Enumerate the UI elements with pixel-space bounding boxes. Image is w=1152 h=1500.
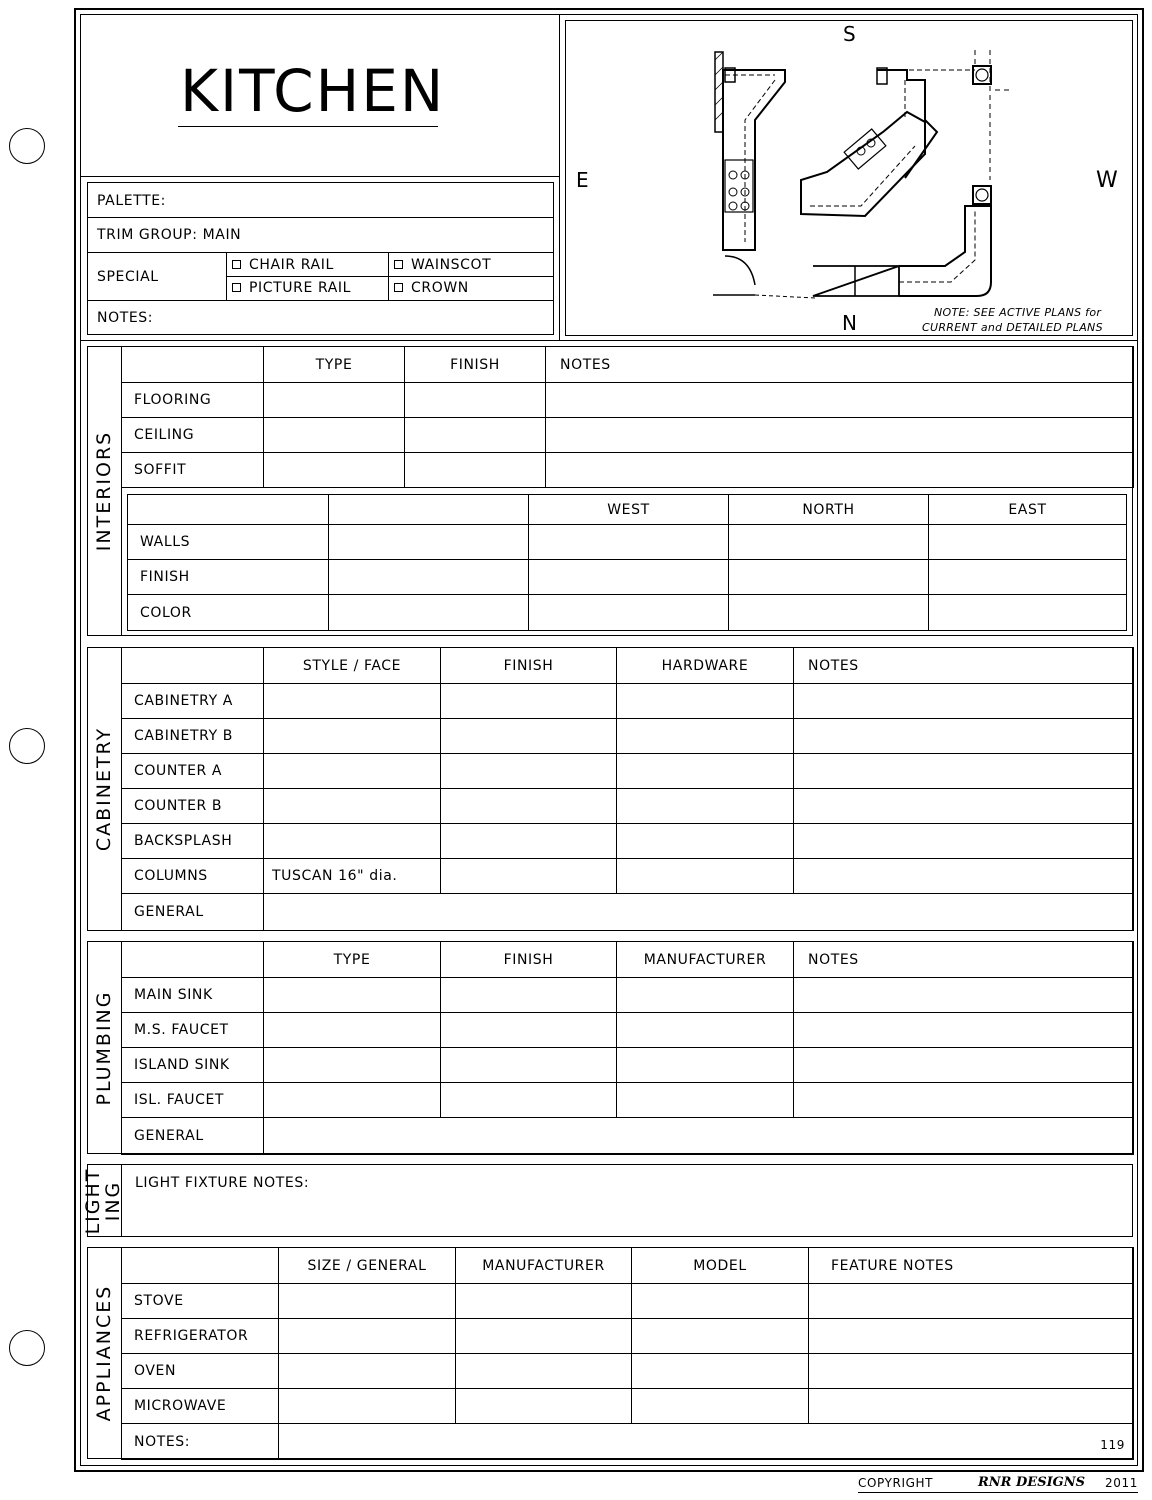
input-cell[interactable] [264, 684, 441, 719]
appliances-table [121, 1247, 1134, 1460]
input-cell[interactable] [264, 754, 441, 789]
row-label: BACKSPLASH [122, 824, 264, 859]
input-cell[interactable] [617, 1013, 794, 1048]
row-label: CABINETRY A [122, 684, 264, 719]
input-cell[interactable] [729, 525, 929, 560]
table-row [122, 1083, 1134, 1118]
input-cell[interactable] [405, 453, 546, 488]
row-label: ISL. FAUCET [122, 1083, 264, 1118]
row-label: ISLAND SINK [122, 1048, 264, 1083]
row-label: STOVE [122, 1284, 279, 1319]
input-cell[interactable] [632, 1389, 809, 1424]
binder-hole-bottom [9, 1330, 45, 1366]
input-cell[interactable] [264, 824, 441, 859]
table-row [122, 824, 1134, 859]
form-line [226, 252, 227, 300]
floorplan-note-line2: CURRENT and DETAILED PLANS [922, 321, 1103, 334]
form-line [388, 252, 389, 300]
input-cell[interactable] [794, 1048, 1134, 1083]
table-row [122, 684, 1134, 719]
table-row [122, 1013, 1134, 1048]
page-title: KITCHEN [180, 57, 446, 125]
row-label: REFRIGERATOR [122, 1319, 279, 1354]
input-cell[interactable] [546, 418, 1134, 453]
checkbox-icon [232, 283, 241, 292]
table-row [122, 978, 1134, 1013]
row-label: COLUMNS [122, 859, 264, 894]
header-cell: MODEL [632, 1248, 809, 1284]
plumbing-table [121, 941, 1134, 1155]
input-cell[interactable] [929, 560, 1127, 595]
input-cell[interactable] [279, 1354, 456, 1389]
input-cell[interactable] [809, 1389, 1134, 1424]
title-underline [178, 126, 438, 127]
row-label: COLOR [128, 595, 329, 631]
input-cell[interactable] [264, 894, 1134, 931]
input-cell[interactable] [529, 560, 729, 595]
input-cell[interactable] [456, 1389, 632, 1424]
row-label: OVEN [122, 1354, 279, 1389]
table-row [122, 418, 1134, 453]
plumbing-side-label-cell [87, 941, 122, 1154]
header-cell: NOTES [546, 347, 1134, 383]
table-row [122, 383, 1134, 418]
input-cell[interactable] [529, 525, 729, 560]
cabinetry-side-label: CABINETRY [93, 726, 115, 852]
header-cell: TYPE [264, 347, 405, 383]
footer-company: RNR DESIGNS [978, 1475, 1086, 1490]
plumbing-side-label: PLUMBING [93, 990, 115, 1105]
header-cell: FINISH [441, 942, 617, 978]
footer-copyright: COPYRIGHT [858, 1476, 934, 1490]
palette-label: PALETTE: [97, 193, 166, 209]
input-cell[interactable] [617, 754, 794, 789]
appliances-side-label-cell [87, 1247, 122, 1459]
input-cell[interactable] [546, 383, 1134, 418]
input-cell[interactable] [794, 754, 1134, 789]
header-notes-label: NOTES: [97, 310, 154, 326]
row-label: MICROWAVE [122, 1389, 279, 1424]
checkbox-crown[interactable]: CROWN [394, 281, 469, 295]
input-cell[interactable] [617, 1083, 794, 1118]
header-cell: SIZE / GENERAL [279, 1248, 456, 1284]
input-cell[interactable] [329, 560, 529, 595]
input-cell[interactable] [529, 595, 729, 631]
input-cell[interactable] [264, 719, 441, 754]
input-cell[interactable] [632, 1284, 809, 1319]
interiors-table [121, 346, 1134, 488]
input-cell[interactable] [279, 1319, 456, 1354]
interiors-side-label: INTERIORS [93, 430, 115, 552]
input-cell[interactable] [794, 1083, 1134, 1118]
header-cell: WEST [529, 495, 729, 525]
input-cell[interactable] [794, 824, 1134, 859]
footer-underline [858, 1492, 1138, 1493]
header-cell: FEATURE NOTES [809, 1248, 1134, 1284]
input-cell[interactable] [794, 1013, 1134, 1048]
floorplan-note-line1: NOTE: SEE ACTIVE PLANS for [934, 306, 1102, 319]
header-cell [122, 648, 264, 684]
row-label: WALLS [128, 525, 329, 560]
table-row [122, 719, 1134, 754]
checkbox-icon [394, 260, 403, 269]
table-row [122, 1354, 1134, 1389]
title-box-bottom [80, 176, 559, 177]
table-row [122, 1319, 1134, 1354]
header-cell [122, 942, 264, 978]
input-cell[interactable] [617, 978, 794, 1013]
row-label: SOFFIT [122, 453, 264, 488]
walls-table [127, 494, 1127, 631]
input-cell[interactable] [264, 453, 405, 488]
input-cell[interactable] [632, 1319, 809, 1354]
input-cell[interactable] [456, 1284, 632, 1319]
input-cell[interactable] [264, 418, 405, 453]
row-label: COUNTER B [122, 789, 264, 824]
input-cell[interactable] [729, 560, 929, 595]
header-cell: EAST [929, 495, 1127, 525]
input-cell[interactable] [617, 684, 794, 719]
page-number: 119 [1100, 1438, 1125, 1452]
input-cell[interactable] [441, 789, 617, 824]
input-cell[interactable] [546, 453, 1134, 488]
header-cell [329, 495, 529, 525]
table-row [128, 560, 1127, 595]
compass-north: N [842, 311, 858, 335]
kitchen-floorplan-drawing [565, 20, 1133, 336]
input-cell[interactable] [809, 1354, 1134, 1389]
input-cell[interactable] [617, 824, 794, 859]
input-cell[interactable] [729, 595, 929, 631]
row-label: CEILING [122, 418, 264, 453]
form-line [87, 217, 554, 218]
table-row [128, 595, 1127, 631]
header-bottom-line [80, 340, 1138, 341]
header-cell: FINISH [405, 347, 546, 383]
input-cell[interactable] [441, 824, 617, 859]
checkbox-chair-rail[interactable]: CHAIR RAIL [232, 258, 334, 272]
input-cell[interactable] [329, 595, 529, 631]
lighting-side-label: LIGHT ING [82, 1167, 124, 1234]
compass-west: W [1096, 168, 1119, 193]
form-line [87, 252, 554, 253]
checkbox-icon [232, 260, 241, 269]
table-row [122, 1048, 1134, 1083]
input-cell[interactable] [794, 684, 1134, 719]
input-cell[interactable] [264, 1048, 441, 1083]
special-label: SPECIAL [97, 269, 159, 285]
input-cell[interactable] [441, 1083, 617, 1118]
compass-south: S [843, 22, 857, 46]
appliances-side-label: APPLIANCES [93, 1284, 115, 1422]
table-row [128, 525, 1127, 560]
input-cell[interactable] [441, 859, 617, 894]
table-row [122, 789, 1134, 824]
light-fixture-notes-label: LIGHT FIXTURE NOTES: [135, 1175, 310, 1191]
input-cell[interactable] [809, 1284, 1134, 1319]
header-cell [128, 495, 329, 525]
header-cell: HARDWARE [617, 648, 794, 684]
header-cell [122, 1248, 279, 1284]
table-row [122, 453, 1134, 488]
cabinetry-table [121, 647, 1134, 931]
table-row [122, 894, 1134, 931]
header-cell [122, 347, 264, 383]
table-row [122, 1389, 1134, 1424]
binder-hole-middle [9, 728, 45, 764]
trim-group-label: TRIM GROUP: MAIN [97, 227, 242, 243]
footer-year: 2011 [1105, 1476, 1138, 1490]
title-divider-vertical [559, 14, 560, 340]
row-label: GENERAL [122, 894, 264, 931]
compass-east: E [576, 168, 590, 192]
input-cell[interactable] [264, 383, 405, 418]
lighting-side-label-cell [82, 1164, 124, 1237]
form-line [226, 276, 554, 277]
header-cell: STYLE / FACE [264, 648, 441, 684]
input-cell[interactable] [617, 859, 794, 894]
input-cell[interactable] [794, 859, 1134, 894]
input-cell[interactable] [441, 754, 617, 789]
checkbox-picture-rail[interactable]: PICTURE RAIL [232, 281, 351, 295]
input-cell[interactable] [441, 1048, 617, 1083]
input-cell[interactable] [264, 978, 441, 1013]
input-cell[interactable] [264, 1083, 441, 1118]
row-label: M.S. FAUCET [122, 1013, 264, 1048]
cabinetry-side-label-cell [87, 647, 122, 931]
input-cell[interactable] [264, 789, 441, 824]
input-cell[interactable] [929, 595, 1127, 631]
input-cell[interactable] [929, 525, 1127, 560]
row-label: GENERAL [122, 1118, 264, 1155]
input-cell[interactable] [279, 1424, 1134, 1460]
table-row [122, 754, 1134, 789]
header-cell: MANUFACTURER [456, 1248, 632, 1284]
input-cell[interactable] [329, 525, 529, 560]
row-label: FLOORING [122, 383, 264, 418]
light-fixture-notes-field[interactable] [123, 1166, 1131, 1236]
checkbox-icon [394, 283, 403, 292]
header-cell: NORTH [729, 495, 929, 525]
input-cell[interactable] [794, 978, 1134, 1013]
input-cell[interactable] [441, 719, 617, 754]
interiors-side-label-cell [87, 346, 122, 636]
input-cell[interactable] [441, 684, 617, 719]
input-cell[interactable] [794, 789, 1134, 824]
input-cell[interactable] [456, 1319, 632, 1354]
row-label: FINISH [128, 560, 329, 595]
input-cell[interactable] [279, 1389, 456, 1424]
row-label: NOTES: [122, 1424, 279, 1460]
table-row [122, 859, 1134, 894]
input-cell[interactable] [617, 789, 794, 824]
row-label: MAIN SINK [122, 978, 264, 1013]
input-cell[interactable] [279, 1284, 456, 1319]
table-row [122, 1118, 1134, 1155]
input-cell[interactable] [809, 1319, 1134, 1354]
table-row [122, 1424, 1134, 1460]
input-cell[interactable] [441, 978, 617, 1013]
table-row [122, 1284, 1134, 1319]
input-cell[interactable] [441, 1013, 617, 1048]
input-cell[interactable] [456, 1354, 632, 1389]
input-cell[interactable] [405, 383, 546, 418]
header-cell: NOTES [794, 942, 1134, 978]
header-cell: NOTES [794, 648, 1134, 684]
input-cell[interactable] [632, 1354, 809, 1389]
binder-hole-top [9, 128, 45, 164]
input-cell[interactable] [794, 719, 1134, 754]
input-cell[interactable] [617, 1048, 794, 1083]
input-cell[interactable] [405, 418, 546, 453]
checkbox-wainscot[interactable]: WAINSCOT [394, 258, 491, 272]
header-cell: TYPE [264, 942, 441, 978]
input-cell[interactable] [264, 1013, 441, 1048]
input-cell[interactable] [264, 1118, 1134, 1155]
input-cell[interactable] [617, 719, 794, 754]
input-cell[interactable]: TUSCAN 16" dia. [264, 859, 441, 894]
form-line [87, 300, 554, 301]
header-cell: MANUFACTURER [617, 942, 794, 978]
header-cell: FINISH [441, 648, 617, 684]
row-label: CABINETRY B [122, 719, 264, 754]
row-label: COUNTER A [122, 754, 264, 789]
